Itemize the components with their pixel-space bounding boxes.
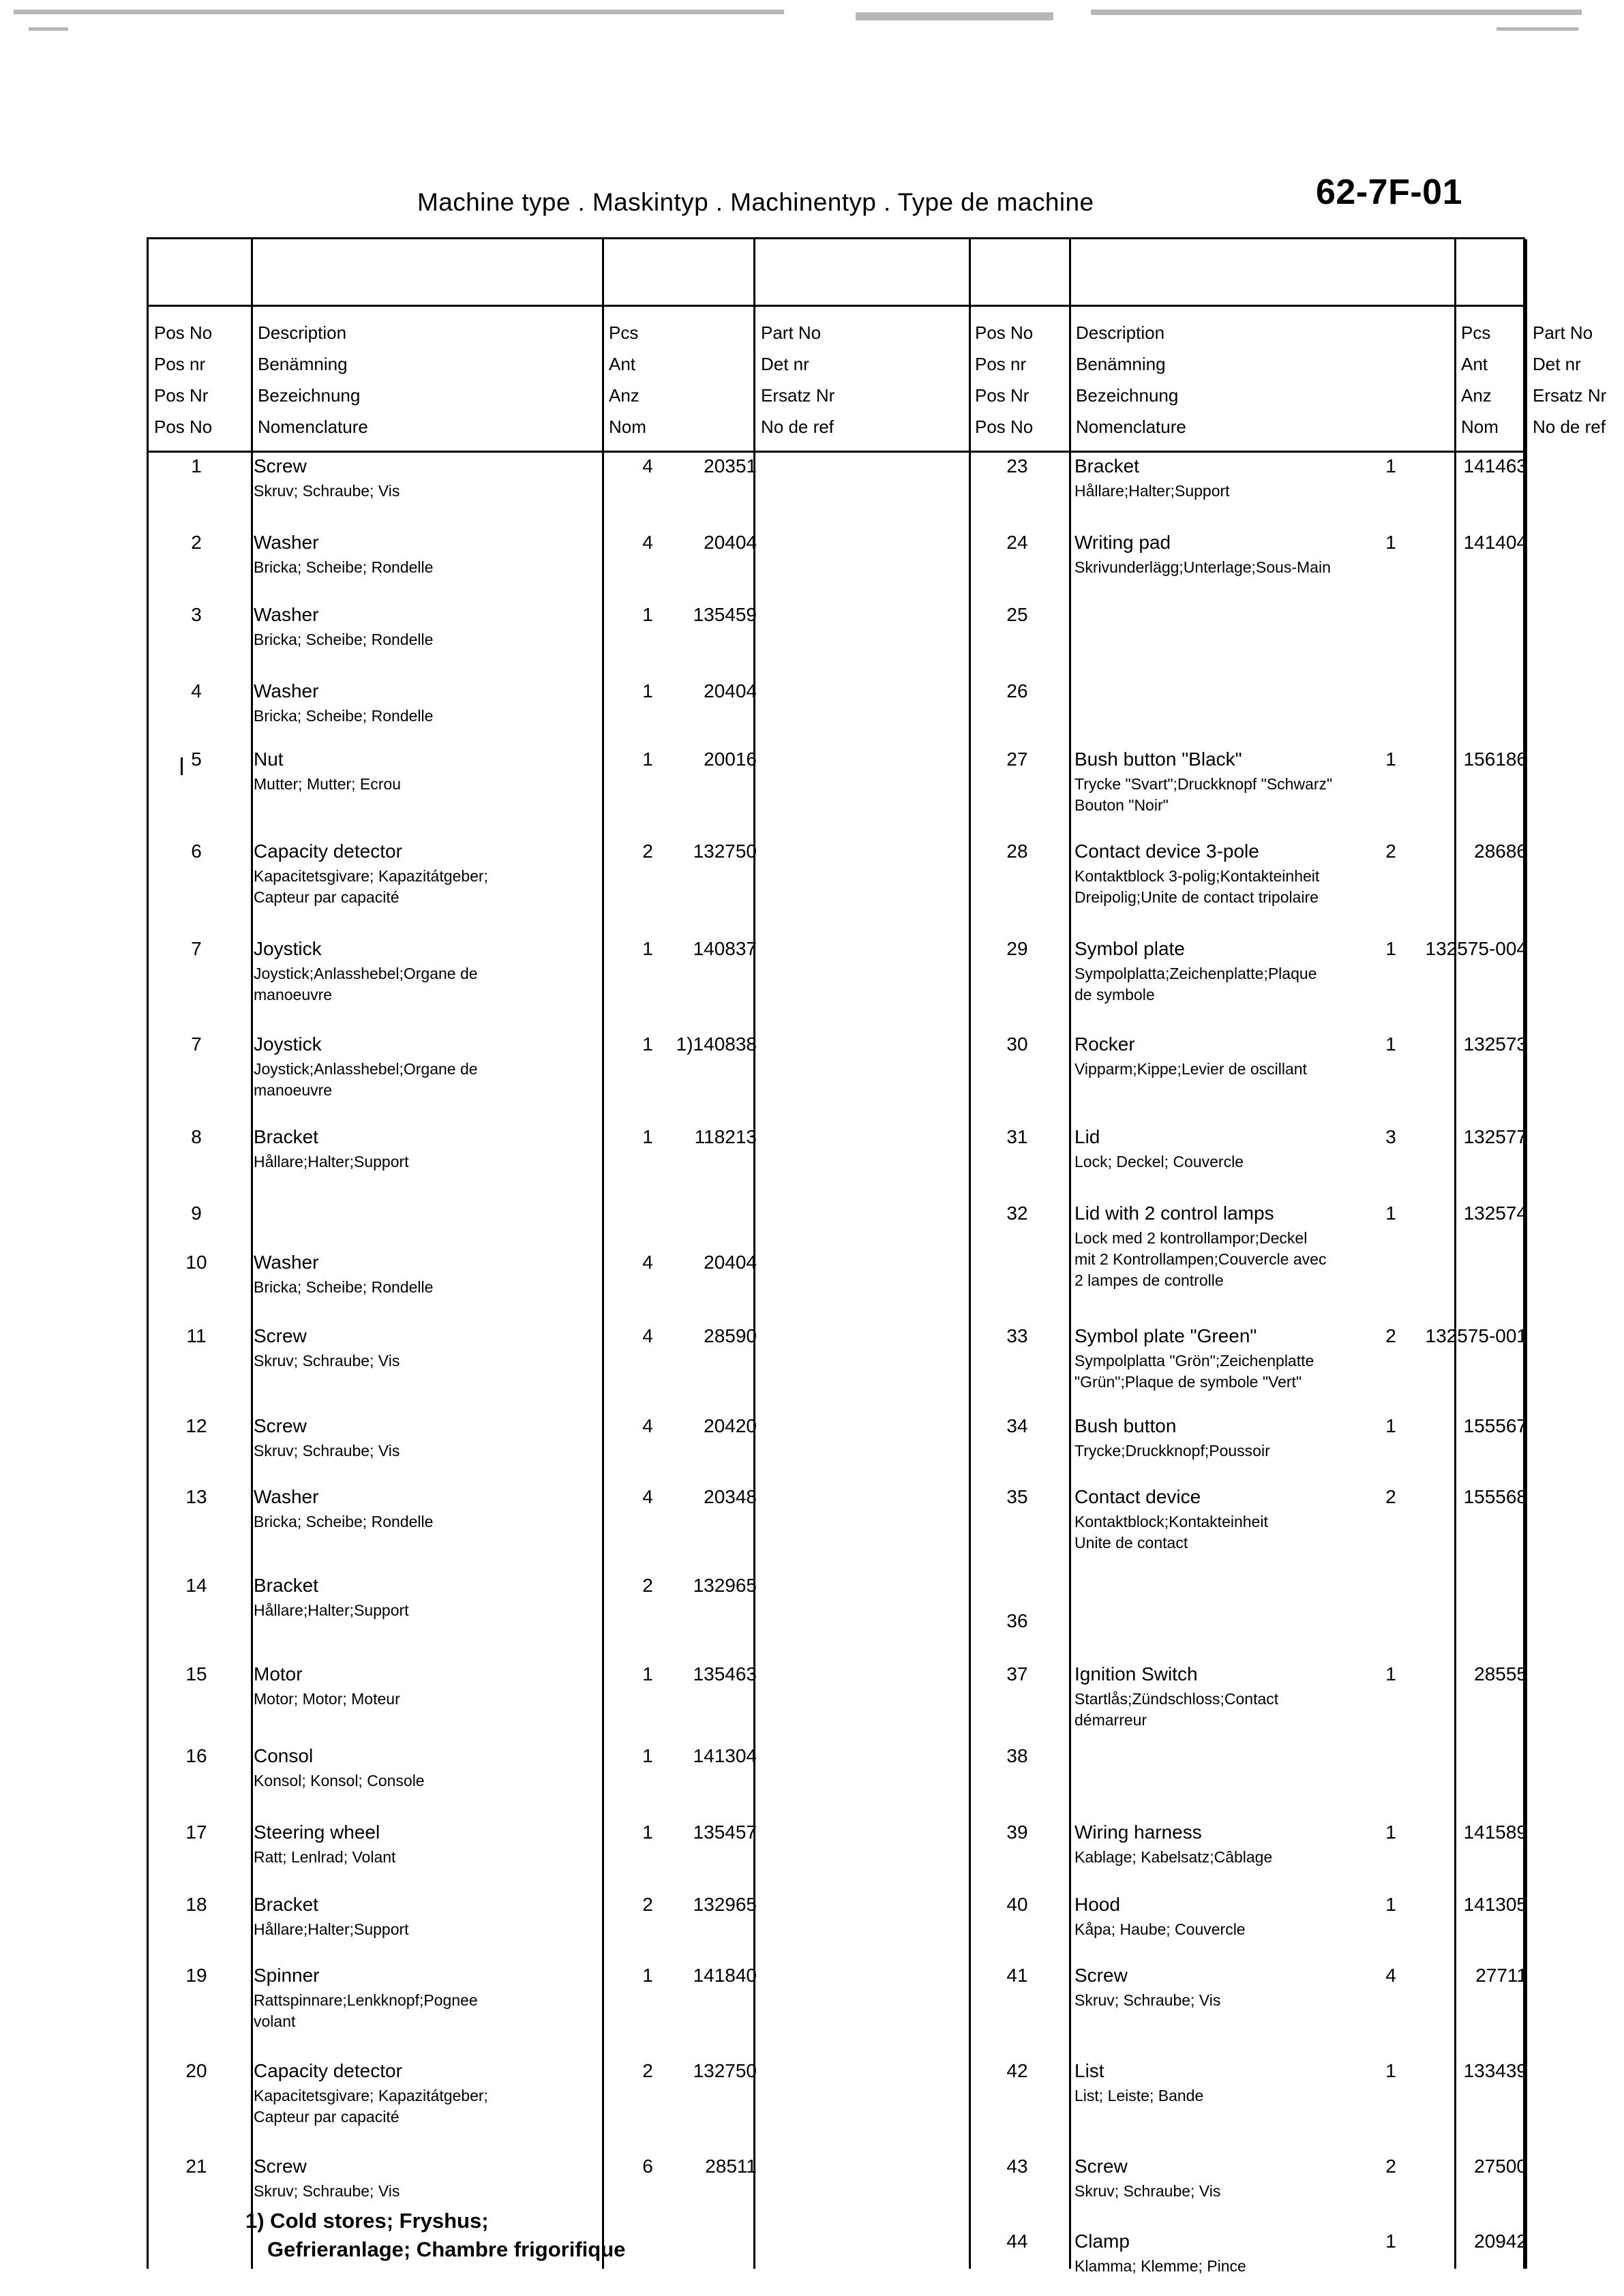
cell-part-no: 20016 (704, 749, 757, 770)
cell-part-no: 141840 (693, 1965, 757, 1986)
cell-description: Motor (254, 1663, 303, 1685)
cell-part-no: 132750 (693, 841, 757, 862)
header-desc-fr-r: Nomenclature (1076, 417, 1186, 437)
cell-part-no: 20404 (704, 1252, 757, 1273)
cell-description-translation: Rattspinnare;Lenkknopf;Pognee (254, 1991, 478, 2009)
cell-description-translation: Kapacitetsgivare; Kapazitátgeber; (254, 867, 488, 885)
cell-pos-no: 2 (191, 532, 202, 553)
header-pcs-en: Pcs (609, 322, 639, 343)
cell-description: Bracket (254, 1126, 318, 1147)
header-pcs-de: Anz (609, 385, 640, 406)
cell-description: Hood (1074, 1894, 1120, 1915)
header-pcs-de-r: Anz (1461, 385, 1492, 406)
column-rule (251, 239, 253, 2269)
cell-description: Washer (254, 1252, 319, 1273)
cell-description-translation: Joystick;Anlasshebel;Organe de (254, 965, 478, 982)
header-desc-de-r: Bezeichnung (1076, 385, 1179, 406)
cell-pcs: 1 (1385, 532, 1396, 553)
cell-part-no: 20404 (704, 680, 757, 701)
cell-description-translation: Sympolplatta;Zeichenplatte;Plaque (1074, 965, 1317, 982)
cell-pos-no: 33 (1006, 1325, 1028, 1346)
cell-description-translation: Unite de contact (1074, 1534, 1188, 1552)
header-part-fr-r: No de ref (1533, 417, 1606, 437)
cell-description-translation: Trycke "Svart";Druckknopf "Schwarz" (1074, 775, 1333, 793)
cell-part-no: 156186 (1463, 749, 1527, 770)
cell-pcs: 1 (642, 1033, 653, 1055)
cell-description-translation: Hållare;Halter;Support (1074, 482, 1230, 500)
cell-description: Symbol plate "Green" (1074, 1325, 1257, 1346)
cell-pcs: 1 (642, 938, 653, 959)
cell-description-translation: Hållare;Halter;Support (254, 1153, 409, 1170)
header-desc-sv: Benämning (258, 354, 348, 374)
header-pcs-sv: Ant (609, 354, 636, 374)
cell-description-translation: manoeuvre (254, 1081, 333, 1099)
cell-description: Bush button (1074, 1415, 1177, 1436)
cell-part-no: 28555 (1474, 1663, 1527, 1685)
cell-pcs: 1 (642, 604, 653, 625)
cell-pos-no: 29 (1006, 938, 1028, 959)
cell-pcs: 1 (642, 1663, 653, 1685)
cell-description: Screw (254, 2156, 307, 2177)
cell-part-no: 20348 (704, 1486, 757, 1507)
cell-pos-no: 42 (1006, 2060, 1028, 2081)
cell-description-translation: Bricka; Scheibe; Rondelle (254, 1513, 434, 1530)
cell-description-translation: Trycke;Druckknopf;Poussoir (1074, 1442, 1270, 1460)
cell-pos-no: 25 (1006, 604, 1028, 625)
cell-description: Consol (254, 1745, 314, 1766)
cell-part-no: 20351 (704, 455, 757, 477)
cell-pos-no: 5 (191, 749, 202, 770)
cell-part-no: 141463 (1463, 455, 1527, 477)
header-part-sv-r: Det nr (1533, 354, 1581, 374)
header-desc-fr: Nomenclature (258, 417, 368, 437)
cell-description-translation: manoeuvre (254, 986, 333, 1003)
cell-description: Bush button "Black" (1074, 749, 1242, 770)
cell-part-no: 135463 (693, 1663, 757, 1685)
cell-part-no: 133439 (1463, 2060, 1527, 2081)
header-pos-fr-r: Pos No (975, 417, 1034, 437)
cell-pcs: 2 (1385, 1325, 1396, 1346)
cell-part-no: 132575-004 (1425, 938, 1527, 959)
cell-part-no: 132965 (693, 1894, 757, 1915)
cell-description: Screw (254, 1325, 307, 1346)
cell-description-translation: Capteur par capacité (254, 2108, 400, 2126)
cell-part-no: 20942 (1474, 2231, 1527, 2252)
cell-description: Joystick (254, 938, 322, 959)
cell-description-translation: Motor; Motor; Moteur (254, 1690, 400, 1708)
cell-description-translation: Sympolplatta "Grön";Zeichenplatte (1074, 1352, 1314, 1370)
table-divider (149, 305, 1523, 307)
cell-pcs: 4 (642, 455, 653, 477)
cell-pcs: 1 (1385, 1203, 1396, 1224)
cell-pos-no: 8 (191, 1126, 202, 1147)
cell-description-translation: Skrivunderlägg;Unterlage;Sous-Main (1074, 558, 1331, 576)
cell-part-no: 135459 (693, 604, 757, 625)
header-desc-en: Description (258, 322, 347, 343)
cell-description-translation: Vipparm;Kippe;Levier de oscillant (1074, 1060, 1307, 1078)
header-desc-de: Bezeichnung (258, 385, 361, 406)
cell-description-translation: Kapacitetsgivare; Kapazitátgeber; (254, 2087, 488, 2104)
cell-pcs: 1 (642, 680, 653, 701)
cell-description-translation: Bricka; Scheibe; Rondelle (254, 631, 434, 648)
cell-description: Contact device (1074, 1486, 1201, 1507)
cell-part-no: 155568 (1463, 1486, 1527, 1507)
cell-description-translation: Skruv; Schraube; Vis (254, 482, 400, 500)
cell-pcs: 2 (1385, 2156, 1396, 2177)
cell-part-no: 141304 (693, 1745, 757, 1766)
cell-pcs: 1 (1385, 1415, 1396, 1436)
cell-pos-no: 9 (191, 1203, 202, 1224)
cell-description: Washer (254, 680, 319, 701)
cell-part-no: 132574 (1463, 1203, 1527, 1224)
machine-type-code: 62-7F-01 (1316, 172, 1462, 212)
cell-description-translation: Joystick;Anlasshebel;Organe de (254, 1060, 478, 1078)
cell-description: Symbol plate (1074, 938, 1185, 959)
cell-pcs: 2 (642, 2060, 653, 2081)
cell-description: Washer (254, 1486, 319, 1507)
cell-description-translation: Kåpa; Haube; Couvercle (1074, 1920, 1246, 1938)
cell-description-translation: Bouton "Noir" (1074, 796, 1169, 814)
cell-description-translation: Startlås;Zündschloss;Contact (1074, 1690, 1279, 1708)
cell-part-no: 135457 (693, 1822, 757, 1843)
cell-description-translation: Konsol; Konsol; Console (254, 1772, 425, 1789)
cell-pos-no: 24 (1006, 532, 1028, 553)
cell-part-no: 20420 (704, 1415, 757, 1436)
header-part-de: Ersatz Nr (761, 385, 835, 406)
cell-description: Joystick (254, 1033, 322, 1055)
footnote-line1: 1) Cold stores; Fryshus; (245, 2209, 489, 2233)
scan-artifact (14, 10, 784, 14)
cell-part-no: 141589 (1463, 1822, 1527, 1843)
header-part-sv: Det nr (761, 354, 809, 374)
cell-pos-no: 4 (191, 680, 202, 701)
cell-description-translation: Klamma; Klemme; Pince (1074, 2257, 1246, 2275)
header-part-de-r: Ersatz Nr (1533, 385, 1607, 406)
cell-pcs: 1 (1385, 1663, 1396, 1685)
cell-pcs: 2 (642, 1575, 653, 1596)
cell-pos-no: 41 (1006, 1965, 1028, 1986)
cell-description-translation: Hållare;Halter;Support (254, 1601, 409, 1619)
cell-part-no: 132577 (1463, 1126, 1527, 1147)
cell-description-translation: 2 lampes de controlle (1074, 1271, 1224, 1289)
cell-description: Screw (254, 1415, 307, 1436)
cell-description: Ignition Switch (1074, 1663, 1198, 1685)
cell-pos-no: 37 (1006, 1663, 1028, 1685)
cell-description: List (1074, 2060, 1104, 2081)
cell-description: Washer (254, 532, 319, 553)
cell-part-no: 141404 (1463, 532, 1527, 553)
cell-description-translation: Mutter; Mutter; Ecrou (254, 775, 402, 793)
cell-part-no: 27711 (1475, 1965, 1527, 1986)
page-title: Machine type . Maskintyp . Machinentyp . Type de machine (417, 188, 1094, 216)
header-part-en-r: Part No (1533, 322, 1593, 343)
cell-description: Clamp (1074, 2231, 1130, 2252)
cell-pos-no: 7 (191, 1033, 202, 1055)
cell-pcs: 4 (642, 1415, 653, 1436)
header-pcs-sv-r: Ant (1461, 354, 1488, 374)
cell-pos-no: 40 (1006, 1894, 1028, 1915)
cell-description-translation: Skruv; Schraube; Vis (1074, 2182, 1221, 2200)
cell-pcs: 2 (642, 1894, 653, 1915)
cell-description: Screw (1074, 2156, 1128, 2177)
cell-part-no: 141305 (1463, 1894, 1527, 1915)
header-pcs-en-r: Pcs (1461, 322, 1491, 343)
cell-part-no: 132573 (1463, 1033, 1527, 1055)
cell-pcs: 1 (1385, 1894, 1396, 1915)
cell-pcs: 4 (1385, 1965, 1396, 1986)
cell-pos-no: 12 (185, 1415, 207, 1436)
cell-pcs: 1 (642, 1822, 653, 1843)
cell-pos-no: 38 (1006, 1745, 1028, 1766)
cell-pos-no: 21 (185, 2156, 207, 2177)
cell-pcs: 1 (642, 1745, 653, 1766)
cell-pos-no: 34 (1006, 1415, 1028, 1436)
scan-artifact (1091, 10, 1582, 15)
cell-description-translation: "Grün";Plaque de symbole "Vert" (1074, 1373, 1302, 1391)
cell-part-no: 140837 (693, 938, 757, 959)
header-pos-sv: Pos nr (154, 354, 206, 374)
header-pos-de: Pos Nr (154, 385, 209, 406)
cell-part-no: 28511 (705, 2156, 757, 2177)
cell-description-translation: Hållare;Halter;Support (254, 1920, 409, 1938)
cell-description: Washer (254, 604, 319, 625)
cell-pcs: 1 (1385, 2060, 1396, 2081)
cell-description: Bracket (254, 1575, 318, 1596)
table-header-divider (149, 451, 1523, 453)
cell-pcs: 3 (1385, 1126, 1396, 1147)
cell-pos-no: 18 (185, 1894, 207, 1915)
cell-pos-no: 39 (1006, 1822, 1028, 1843)
cell-pcs: 1 (1385, 455, 1396, 477)
cell-pcs: 1 (642, 1965, 653, 1986)
header-pos-en-r: Pos No (975, 322, 1034, 343)
cell-description-translation: de symbole (1074, 986, 1155, 1003)
cell-pos-no: 10 (185, 1252, 207, 1273)
header-desc-en-r: Description (1076, 322, 1165, 343)
header-pcs-fr-r: Nom (1461, 417, 1499, 437)
cell-description-translation: démarreur (1074, 1711, 1147, 1729)
cell-pos-no: 32 (1006, 1203, 1028, 1224)
cell-pos-no: 30 (1006, 1033, 1028, 1055)
cell-description-translation: Capteur par capacité (254, 888, 400, 906)
header-desc-sv-r: Benämning (1076, 354, 1166, 374)
cell-pos-no: 26 (1006, 680, 1028, 701)
cell-pcs: 4 (642, 1486, 653, 1507)
cell-pcs: 1 (1385, 1822, 1396, 1843)
cell-description-translation: Kablage; Kabelsatz;Câblage (1074, 1848, 1273, 1866)
footnote-line2: Gefrieranlage; Chambre frigorifique (267, 2237, 626, 2261)
cell-part-no: 132965 (693, 1575, 757, 1596)
cell-description-translation: Skruv; Schraube; Vis (254, 1352, 400, 1370)
cell-description: Lid with 2 control lamps (1074, 1203, 1274, 1224)
cell-pos-no: 17 (185, 1822, 207, 1843)
cell-description: Capacity detector (254, 841, 402, 862)
cell-description-translation: Dreipolig;Unite de contact tripolaire (1074, 888, 1319, 906)
cell-pcs: 1 (1385, 749, 1396, 770)
cell-description-translation: Skruv; Schraube; Vis (254, 1442, 400, 1460)
header-pos-en: Pos No (154, 322, 213, 343)
cell-pcs: 1 (1385, 2231, 1396, 2252)
cell-description: Capacity detector (254, 2060, 402, 2081)
cell-description: Wiring harness (1074, 1822, 1202, 1843)
cell-description: Nut (254, 749, 284, 770)
cell-description-translation: Skruv; Schraube; Vis (254, 2182, 400, 2200)
cell-pos-no: 36 (1006, 1610, 1028, 1631)
cell-pos-no: 16 (185, 1745, 207, 1766)
cell-description-translation: Ratt; Lenlrad; Volant (254, 1848, 396, 1866)
cell-pos-no: 1 (191, 455, 202, 477)
cell-part-no: 118213 (694, 1126, 757, 1147)
cell-pcs: 4 (642, 532, 653, 553)
cell-part-no: 132750 (693, 2060, 757, 2081)
cell-part-no: 27500 (1474, 2156, 1527, 2177)
cell-description: Bracket (1074, 455, 1139, 477)
cell-pos-no: 31 (1006, 1126, 1028, 1147)
header-pcs-fr: Nom (609, 417, 646, 437)
cell-description-translation: mit 2 Kontrollampen;Couvercle avec (1074, 1250, 1327, 1268)
cell-pcs: 6 (642, 2156, 653, 2177)
cell-pcs: 4 (642, 1252, 653, 1273)
cell-pcs: 2 (1385, 841, 1396, 862)
cell-part-no: 132575-001 (1425, 1325, 1527, 1346)
header-pos-de-r: Pos Nr (975, 385, 1029, 406)
cell-description: Writing pad (1074, 532, 1171, 553)
cell-pcs: 1 (1385, 938, 1396, 959)
cell-pos-no: 35 (1006, 1486, 1028, 1507)
cell-description-translation: Bricka; Scheibe; Rondelle (254, 1278, 434, 1296)
header-pos-sv-r: Pos nr (975, 354, 1027, 374)
cell-description: Bracket (254, 1894, 318, 1915)
scan-artifact (29, 27, 68, 31)
cell-pos-no: 7 (191, 938, 202, 959)
cell-description: Spinner (254, 1965, 320, 1986)
cell-pcs: 4 (642, 1325, 653, 1346)
cell-part-no: 20404 (704, 532, 757, 553)
column-rule (1069, 239, 1071, 2269)
cell-pos-no: 20 (185, 2060, 207, 2081)
scan-artifact (856, 12, 1053, 20)
cell-pos-no: 44 (1006, 2231, 1028, 2252)
header-part-fr: No de ref (761, 417, 834, 437)
cell-description: Contact device 3-pole (1074, 841, 1259, 862)
cell-pos-no: 11 (186, 1325, 207, 1346)
scan-artifact (1497, 27, 1578, 31)
cell-description: Steering wheel (254, 1822, 380, 1843)
cell-pcs: 2 (1385, 1486, 1396, 1507)
cell-description-translation: Lock; Deckel; Couvercle (1074, 1153, 1244, 1170)
cell-part-no: 28590 (704, 1325, 757, 1346)
cell-description-translation: Skruv; Schraube; Vis (1074, 1991, 1221, 2009)
cell-pcs: 1 (1385, 1033, 1396, 1055)
cell-description-translation: Bricka; Scheibe; Rondelle (254, 558, 434, 576)
cell-pcs: 1 (642, 749, 653, 770)
cell-pos-no: 27 (1006, 749, 1028, 770)
cell-pos-no: 6 (191, 841, 202, 862)
header-part-en: Part No (761, 322, 822, 343)
cell-description-translation: Bricka; Scheibe; Rondelle (254, 707, 434, 725)
cell-description-translation: Kontaktblock 3-polig;Kontakteinheit (1074, 867, 1320, 885)
cell-pos-no: 15 (185, 1663, 207, 1685)
cell-description-translation: Kontaktblock;Kontakteinheit (1074, 1513, 1268, 1530)
cell-pcs: 1 (642, 1126, 653, 1147)
cell-description-translation: Lock med 2 kontrollampor;Deckel (1074, 1229, 1308, 1247)
cell-pos-no: 3 (191, 604, 202, 625)
cell-part-no: 1)140838 (676, 1033, 757, 1055)
cell-pos-no: 28 (1006, 841, 1028, 862)
header-pos-fr: Pos No (154, 417, 213, 437)
cell-pcs: 2 (642, 841, 653, 862)
cell-pos-no: 13 (185, 1486, 207, 1507)
cell-pos-no: 23 (1006, 455, 1028, 477)
cell-description: Screw (254, 455, 307, 477)
cell-description-translation: List; Leiste; Bande (1074, 2087, 1204, 2104)
cell-description-translation: volant (254, 2012, 296, 2030)
cell-pos-no: 19 (185, 1965, 207, 1986)
cell-description: Rocker (1074, 1033, 1135, 1055)
cell-pos-no: 14 (185, 1575, 207, 1596)
cell-part-no: 28686 (1474, 841, 1527, 862)
cell-description: Screw (1074, 1965, 1128, 1986)
cell-part-no: 155567 (1463, 1415, 1527, 1436)
cell-pos-no: 43 (1006, 2156, 1028, 2177)
cell-description: Lid (1074, 1126, 1100, 1147)
